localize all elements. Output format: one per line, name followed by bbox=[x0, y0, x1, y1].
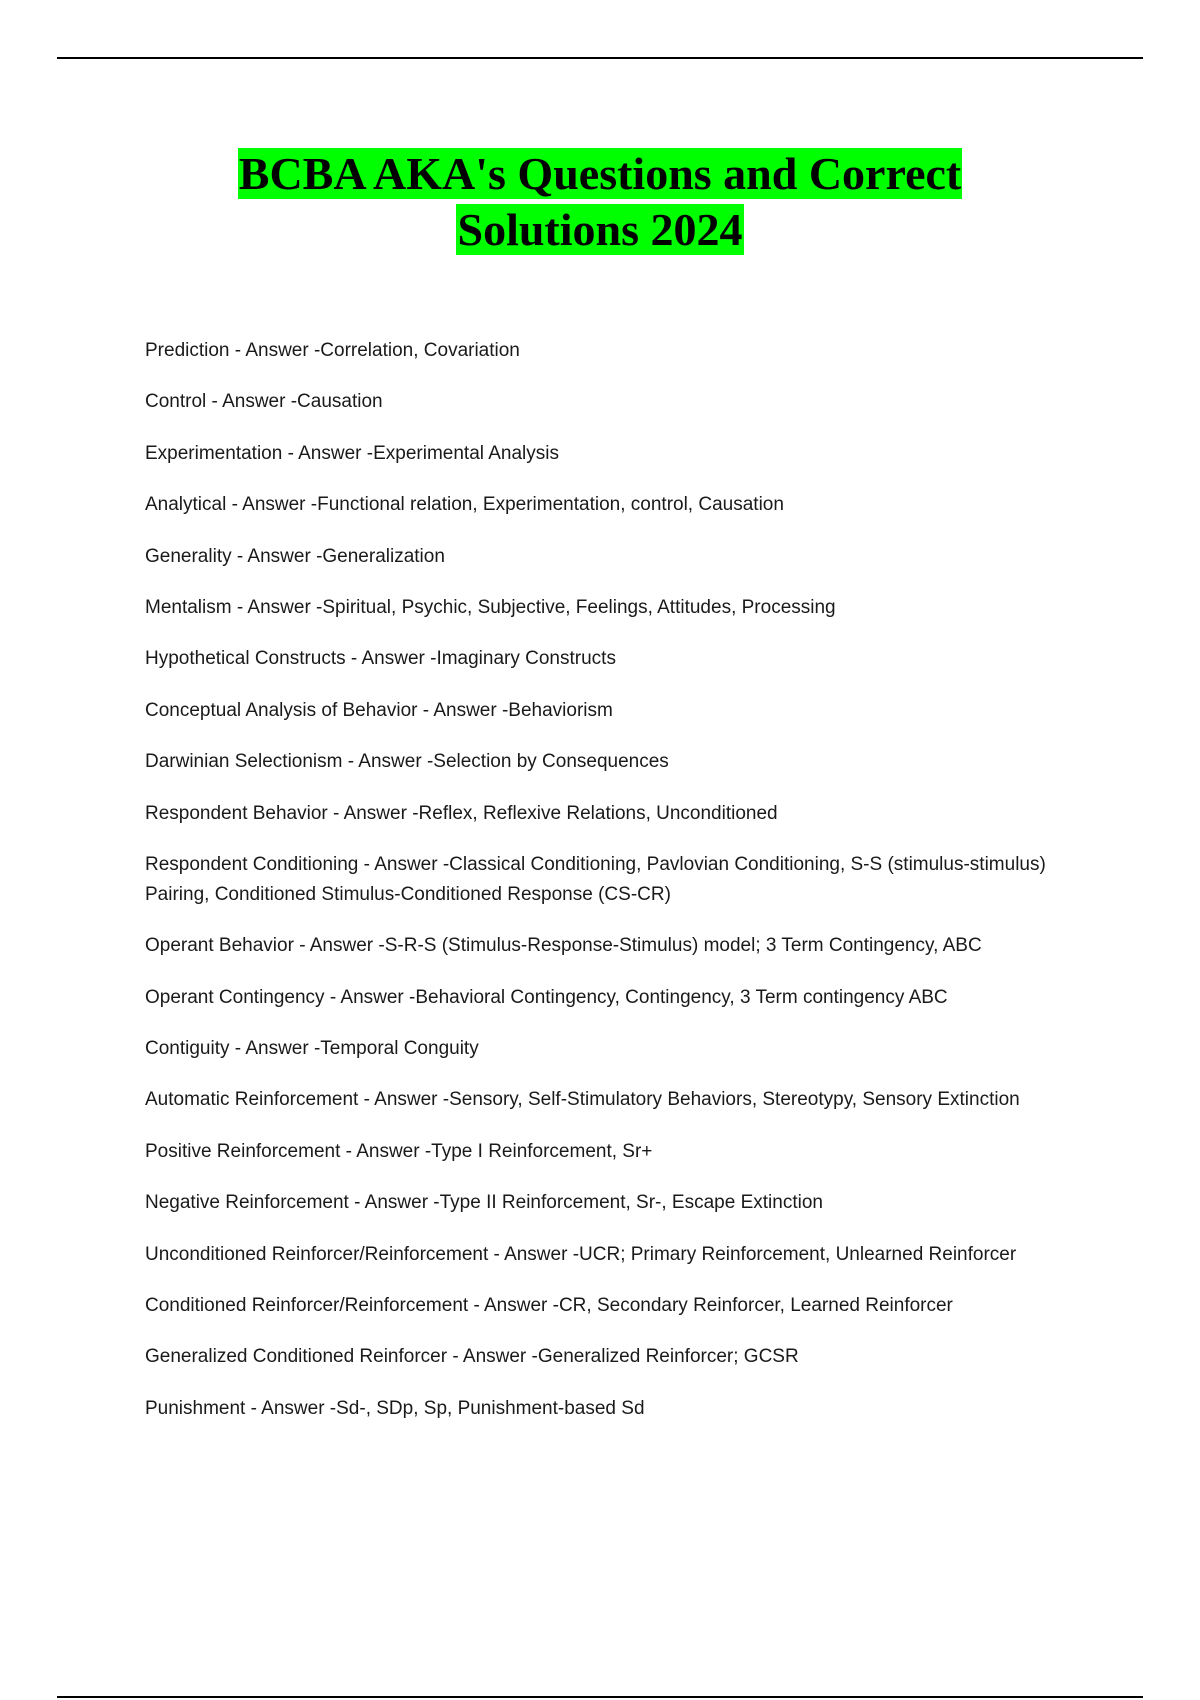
qa-entry: Generality - Answer -Generalization bbox=[145, 545, 445, 567]
qa-entry: Conceptual Analysis of Behavior - Answer -Behaviorism bbox=[145, 699, 613, 721]
qa-list bbox=[145, 336, 1085, 1445]
qa-entry: Hypothetical Constructs - Answer -Imaginary Constructs bbox=[145, 648, 616, 670]
qa-entry: Positive Reinforcement - Answer -Type I Reinforcement, Sr+ bbox=[145, 1140, 653, 1162]
qa-entry: Punishment - Answer -Sd-, SDp, Sp, Punishment-based Sd bbox=[145, 1397, 645, 1419]
title-line bbox=[0, 202, 1200, 258]
footer-rule bbox=[57, 1696, 1143, 1698]
qa-entry: Darwinian Selectionism - Answer -Selection by Consequences bbox=[145, 751, 669, 773]
title-line-1: BCBA AKA's Questions and Correct bbox=[238, 148, 962, 199]
qa-entry: Unconditioned Reinforcer/Reinforcement - Answer -UCR; Primary Reinforcement, Unlearned Reinforcer bbox=[145, 1243, 1017, 1265]
qa-entry: Mentalism - Answer -Spiritual, Psychic, Subjective, Feelings, Attitudes, Processing bbox=[145, 596, 836, 618]
qa-entry: Conditioned Reinforcer/Reinforcement - Answer -CR, Secondary Reinforcer, Learned Reinforcer bbox=[145, 1295, 953, 1317]
title-line bbox=[0, 146, 1200, 202]
document-title bbox=[0, 146, 1200, 258]
qa-entry: Negative Reinforcement - Answer -Type II Reinforcement, Sr-, Escape Extinction bbox=[145, 1192, 823, 1214]
qa-entry: Automatic Reinforcement - Answer -Sensory, Self-Stimulatory Behaviors, Stereotypy, Sensory Extinction bbox=[145, 1089, 1020, 1111]
qa-entry: Operant Contingency - Answer -Behavioral Contingency, Contingency, 3 Term contingency ABC bbox=[145, 986, 948, 1008]
qa-entry: Experimentation - Answer -Experimental Analysis bbox=[145, 442, 559, 464]
qa-entry: Generalized Conditioned Reinforcer - Answer -Generalized Reinforcer; GCSR bbox=[145, 1346, 799, 1368]
qa-entry: Analytical - Answer -Functional relation, Experimentation, control, Causation bbox=[145, 494, 784, 516]
qa-entry: Prediction - Answer -Correlation, Covariation bbox=[145, 340, 520, 361]
title-line-2: Solutions 2024 bbox=[457, 204, 743, 255]
qa-entry: Respondent Behavior - Answer -Reflex, Reflexive Relations, Unconditioned bbox=[145, 802, 778, 824]
qa-entry: Respondent Conditioning - Answer -Classical Conditioning, Pavlovian Conditioning, S-S (stimulus-stimulus) Pairing, Conditioned Stimulus-Conditioned Response (CS-CR) bbox=[145, 853, 1046, 905]
qa-entry: Control - Answer -Causation bbox=[145, 391, 383, 413]
header-rule bbox=[57, 57, 1143, 59]
qa-entry: Operant Behavior - Answer -S-R-S (Stimulus-Response-Stimulus) model; 3 Term Contingency, ABC bbox=[145, 935, 982, 957]
qa-entry: Contiguity - Answer -Temporal Conguity bbox=[145, 1038, 479, 1060]
